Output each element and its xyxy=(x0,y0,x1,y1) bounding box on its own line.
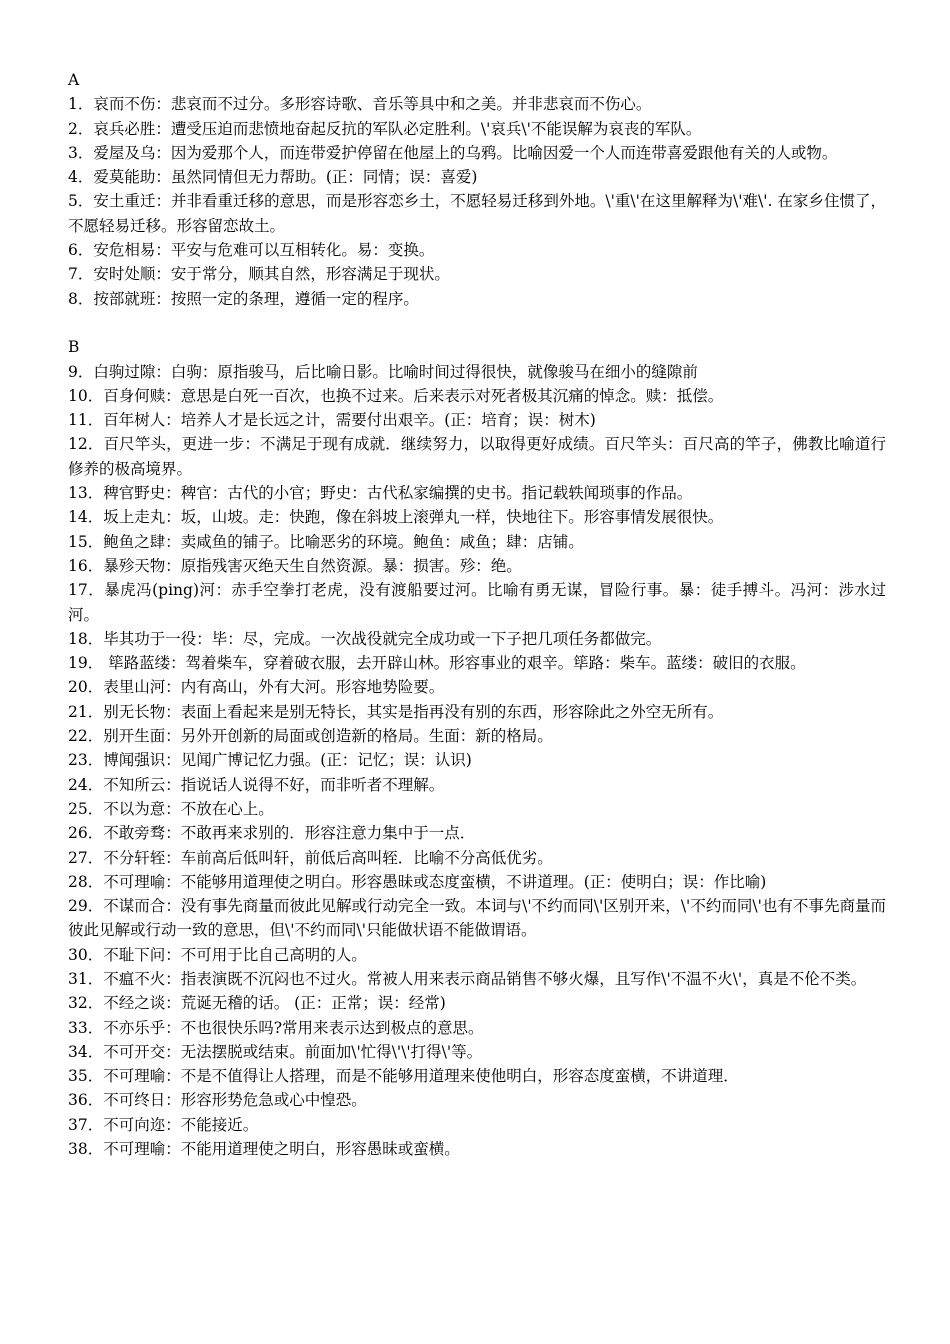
idiom-entry: 36．不可终日：形容形势危急或心中惶恐。 xyxy=(68,1091,367,1110)
idiom-entry: 17．暴虎冯(ping)河：赤手空拳打老虎，没有渡船要过河。比喻有勇无谋，冒险行事。暴：徒手搏斗。冯河：涉水过河。 xyxy=(68,581,886,624)
idiom-entry: 25．不以为意：不放在心上。 xyxy=(68,799,274,818)
idiom-entry: 1．哀而不伤：悲哀而不过分。多形容诗歌、音乐等具中和之美。并非悲哀而不伤心。 xyxy=(68,95,652,114)
document-page xyxy=(68,68,886,1161)
idiom-entry: 34．不可开交：无法摆脱或结束。前面加\'忙得\'\'打得\'等。 xyxy=(68,1042,483,1061)
section-heading: B xyxy=(68,338,80,357)
idiom-entry: 35．不可理喻：不是不值得让人搭理，而是不能够用道理来使他明白，形容态度蛮横，不讲道理． xyxy=(68,1067,739,1086)
idiom-entry: 2．哀兵必胜：遭受压迫而悲愤地奋起反抗的军队必定胜利。\'哀兵\'不能误解为哀丧的军队。 xyxy=(68,119,702,138)
idiom-entry: 32．不经之谈：荒诞无稽的话。 (正：正常；误：经常) xyxy=(68,994,446,1013)
section-spacer xyxy=(68,311,886,335)
idiom-entry: 24．不知所云：指说话人说得不好，而非听者不理解。 xyxy=(68,775,445,794)
idiom-entry: 28．不可理喻：不能够用道理使之明白。形容愚昧或态度蛮横，不讲道理。(正：使明白；误：作比喻) xyxy=(68,872,767,891)
idiom-entry: 16．暴殄天物：原指残害灭绝天生自然资源。暴：损害。殄：绝。 xyxy=(68,556,522,575)
section-heading: A xyxy=(68,71,80,89)
idiom-entry: 31．不瘟不火：指表演既不沉闷也不过火。常被人用来表示商品销售不够火爆，且写作\'不温不火\'，真是不伦不类。 xyxy=(68,969,867,988)
idiom-entry: 12．百尺竿头，更进一步：不满足于现有成就．继续努力，以取得更好成绩。百尺竿头：百尺高的竿子，佛教比喻道行修养的极高境界。 xyxy=(68,435,886,478)
idiom-entry: 3．爱屋及乌：因为爱那个人，而连带爱护停留在他屋上的乌鸦。比喻因爱一个人而连带喜爱跟他有关的人或物。 xyxy=(68,143,838,162)
idiom-entry: 19． 筚路蓝缕：驾着柴车，穿着破衣服，去开辟山林。形容事业的艰辛。筚路：柴车。蓝缕：破旧的衣服。 xyxy=(68,654,806,673)
idiom-entry: 6．安危相易：平安与危难可以互相转化。易：变换。 xyxy=(68,241,435,260)
idiom-entry: 4．爱莫能助：虽然同情但无力帮助。(正：同情；误：喜爱) xyxy=(68,168,478,187)
idiom-entry: 7．安时处顺：安于常分，顺其自然，形容满足于现状。 xyxy=(68,265,450,284)
idiom-entry: 11．百年树人：培养人才是长远之计，需要付出艰辛。(正：培育；误：树木) xyxy=(68,411,596,430)
idiom-entry: 23．博闻强识：见闻广博记忆力强。(正：记忆；误：认识) xyxy=(68,751,472,770)
idiom-entry: 37．不可向迩：不能接近。 xyxy=(68,1115,259,1134)
idiom-entry: 26．不敢旁骛：不敢再来求别的．形容注意力集中于一点． xyxy=(68,824,476,843)
idiom-entry: 21．别无长物：表面上看起来是别无特长，其实是指再没有别的东西，形容除此之外空无所有。 xyxy=(68,702,724,721)
idiom-entry: 30．不耻下问：不可用于比自己高明的人。 xyxy=(68,945,367,964)
idiom-entry: 33．不亦乐乎：不也很快乐吗?常用来表示达到极点的意思。 xyxy=(68,1018,484,1037)
section-b xyxy=(68,335,886,1161)
idiom-entry: 10．百身何赎：意思是白死一百次，也换不过来。后来表示对死者极其沉痛的悼念。赎：抵偿。 xyxy=(68,386,724,405)
idiom-entry: 22．别开生面：另外开创新的局面或创造新的格局。生面：新的格局。 xyxy=(68,727,553,746)
idiom-entry: 8．按部就班：按照一定的条理，遵循一定的程序。 xyxy=(68,289,419,308)
idiom-entry: 38．不可理喻：不能用道理使之明白，形容愚昧或蛮横。 xyxy=(68,1140,460,1159)
idiom-entry: 27．不分轩轾：车前高后低叫轩，前低后高叫轾．比喻不分高低优劣。 xyxy=(68,848,553,867)
idiom-entry: 15．鲍鱼之肆：卖咸鱼的铺子。比喻恶劣的环境。鲍鱼：咸鱼；肆：店铺。 xyxy=(68,532,584,551)
idiom-entry: 5．安土重迁：并非看重迁移的意思，而是形容恋乡土，不愿轻易迁移到外地。\'重\'在这里解释为\'难\'. 在家乡住惯了，不愿轻易迁移。形容留恋故土。 xyxy=(68,192,886,235)
section-a xyxy=(68,68,886,311)
idiom-entry: 14．坂上走丸：坂，山坡。走：快跑，像在斜坡上滚弹丸一样，快地往下。形容事情发展很快。 xyxy=(68,508,724,527)
idiom-entry: 18．毕其功于一役：毕：尽，完成。一次战役就完全成功或一下子把几项任务都做完。 xyxy=(68,629,662,648)
idiom-entry: 9．白驹过隙：白驹：原指骏马，后比喻日影。比喻时间过得很快，就像骏马在细小的缝隙前 xyxy=(68,362,698,381)
idiom-entry: 13．稗官野史：稗官：古代的小官；野史：古代私家编撰的史书。指记载轶闻琐事的作品。 xyxy=(68,484,693,503)
idiom-entry: 20．表里山河：内有高山，外有大河。形容地势险要。 xyxy=(68,678,445,697)
idiom-entry: 29．不谋而合：没有事先商量而彼此见解或行动完全一致。本词与\'不约而同\'区别开来，\'不约而同\'也有不事先商量而彼此见解或行动一致的意思，但\'不约而同\'只能做状语不能做谓语。 xyxy=(68,897,886,940)
